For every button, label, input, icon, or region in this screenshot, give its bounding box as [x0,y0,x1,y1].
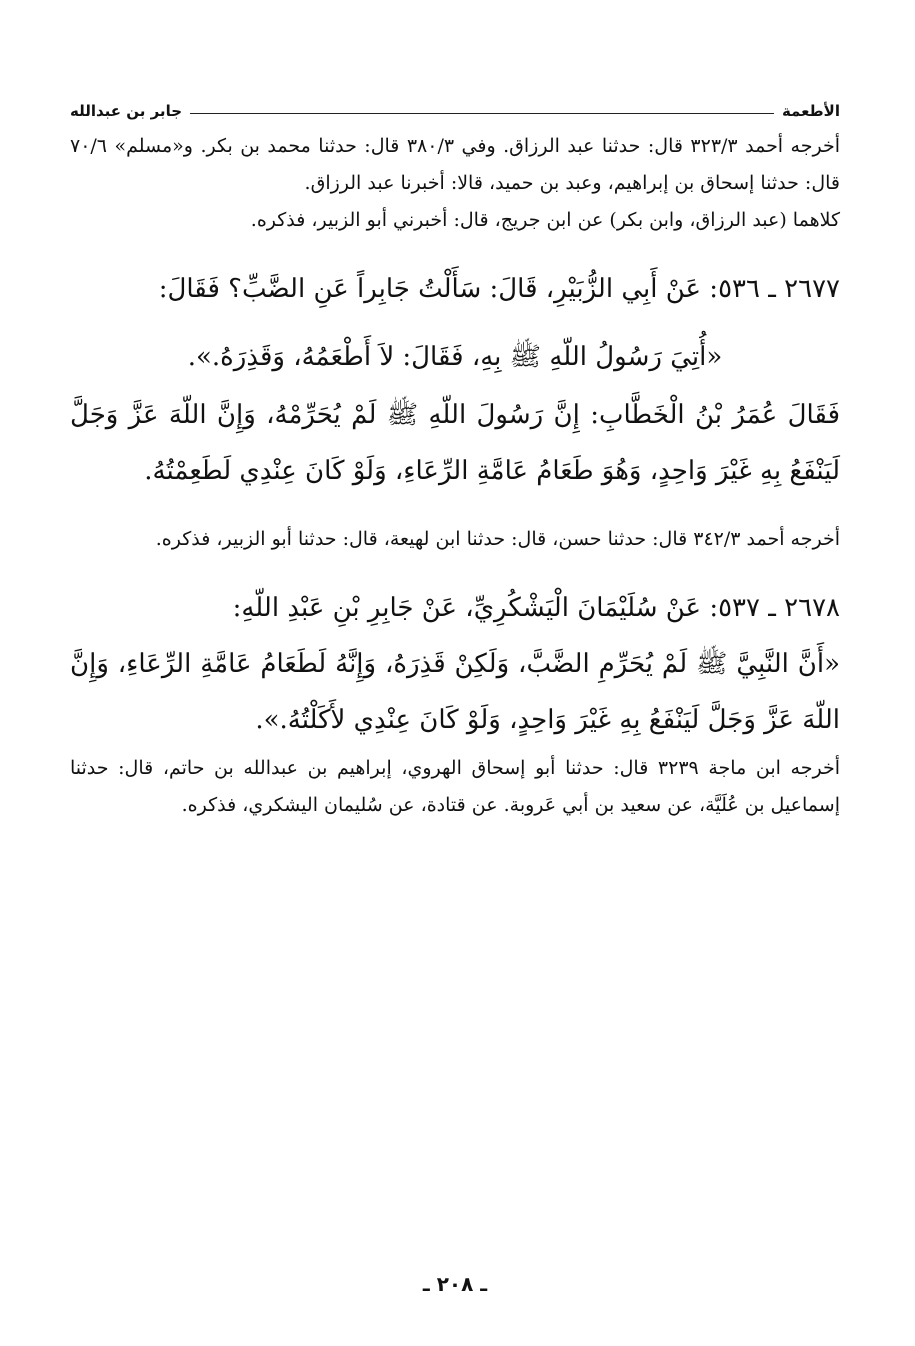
hadith-2677-quote: «أُتِيَ رَسُولُ اللّهِ ﷺ بِهِ، فَقَالَ: لاَ أَطْعَمُهُ، وَقَذِرَهُ.». [187,342,723,372]
takhrij-note: أخرجه أحمد ٣٢٣/٣ قال: حدثنا عبد الرزاق. وفي ٣٨٠/٣ قال: حدثنا محمد بن بكر. و«مسلم» ٧٠/٦ قال: حدثنا إسحاق بن إبراهيم، وعبد بن حميد، قالا: أخبرنا عبد الرزاق. [70,135,840,194]
hadith-2678-heading: ٢٦٧٨ ـ ٥٣٧: عَنْ سُلَيْمَانَ الْيَشْكُرِيِّ، عَنْ جَابِرِ بْنِ عَبْدِ اللّهِ: [232,593,840,623]
running-header [70,96,840,126]
takhrij-note: أخرجه ابن ماجة ٣٢٣٩ قال: حدثنا أبو إسحاق الهروي، إبراهيم بن عبدالله بن حاتم، قال: حدثنا إسماعيل بن عُلَيَّة، عن سعيد بن أبي عَروبة. عن قتادة، عن سُليمان اليشكري، فذكره. [70,757,840,816]
hadith-2678-text: «أَنَّ النَّبِيَّ ﷺ لَمْ يُحَرِّمِ الضَّبَّ، وَلَكِنْ قَذِرَهُ، وَإِنَّهُ لَطَعَامُ عَامَّةِ الرِّعَاءِ، وَإِنَّ اللّهَ عَزَّ وَجَلَّ لَيَنْفَعُ بِهِ غَيْرَ وَاحِدٍ، وَلَوْ كَانَ عِنْدِي لأَكَلْتُهُ.». [70,649,840,735]
chapter-title: الأطعمة [781,102,840,120]
book-page [70,96,840,1296]
book-title: جابر بن عبدالله [70,102,183,120]
takhrij-note: أخرجه أحمد ٣٤٢/٣ قال: حدثنا حسن، قال: حدثنا ابن لهيعة، قال: حدثنا أبو الزبير، فذكره. [155,528,840,550]
hadith-2677-heading: ٢٦٧٧ ـ ٥٣٦: عَنْ أَبِي الزُّبَيْرِ، قَالَ: سَأَلْتُ جَابِراً عَنِ الضَّبِّ؟ فَقَالَ: [158,274,840,304]
header-rule [190,113,774,114]
page-number: ـ ٢٠٨ ـ [422,1272,488,1296]
hadith-2677-continuation: فَقَالَ عُمَرُ بْنُ الْخَطَّابِ: إِنَّ رَسُولَ اللّهِ ﷺ لَمْ يُحَرِّمْهُ، وَإِنَّ اللّهَ عَزَّ وَجَلَّ لَيَنْفَعُ بِهِ غَيْرَ وَاحِدٍ، وَهُوَ طَعَامُ عَامَّةِ الرِّعَاءِ، وَلَوْ كَانَ عِنْدِي لَطَعِمْتُهُ. [70,400,840,486]
takhrij-note: كلاهما (عبد الرزاق، وابن بكر) عن ابن جريج، قال: أخبرني أبو الزبير، فذكره. [250,209,840,231]
